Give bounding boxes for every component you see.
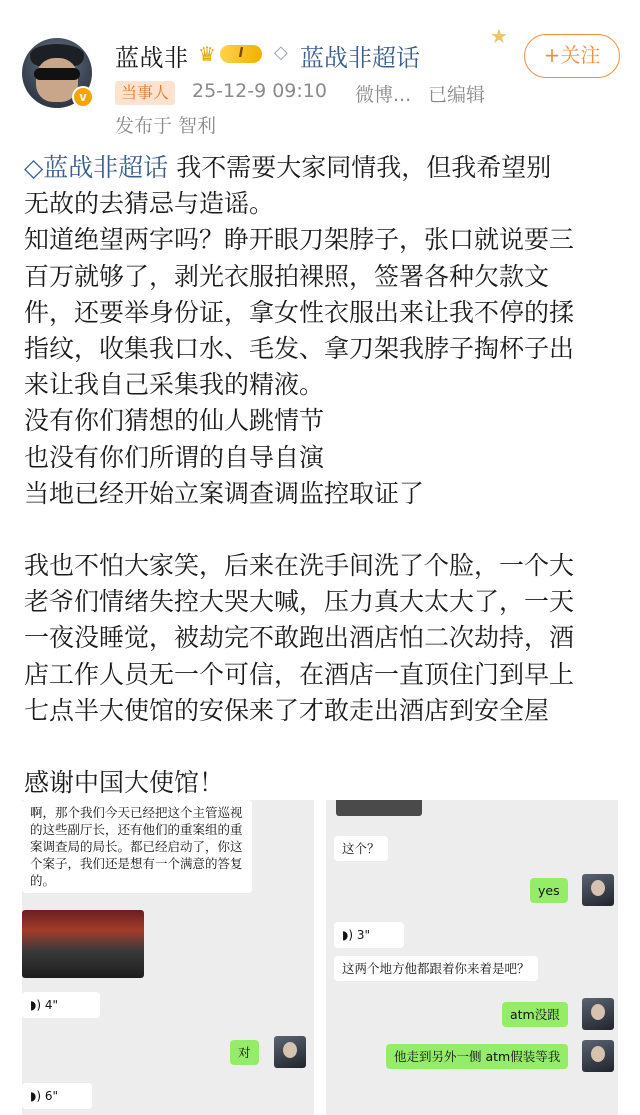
- voice-icon: ◗): [30, 1089, 42, 1103]
- chat-reply: 他走到另外一侧 atm假装等我: [386, 1044, 568, 1069]
- chat-message: 这个？: [334, 836, 388, 861]
- post-line: 件，还要举身份证，拿女性衣服出来让我不停的揉: [24, 297, 575, 327]
- chat-photo-image: [22, 910, 144, 978]
- voice-message: ◗) 6": [22, 1083, 92, 1109]
- chat-message: 这两个地方他都跟着你来着是吧？: [334, 956, 538, 981]
- chat-screenshot-right[interactable]: [326, 800, 618, 1115]
- post-line: 店工作人员无一个可信，在酒店一直顶住门到早上: [24, 659, 575, 689]
- post-line: 指纹，收集我口水、毛发、拿刀架我脖子掏杯子出: [24, 333, 575, 363]
- post-timestamp: 25-12-9 09:10: [192, 80, 327, 102]
- author-name[interactable]: 蓝战非: [115, 44, 189, 72]
- voice-message: ◗) 3": [334, 922, 404, 948]
- user-avatar: [274, 1036, 306, 1068]
- chat-reply: atm没跟: [502, 1002, 568, 1027]
- cropped-image-strip: [336, 800, 422, 816]
- crown-icon: ♛: [198, 42, 216, 66]
- post-header: [0, 0, 640, 145]
- post-line: 也没有你们所谓的自导自演: [24, 442, 325, 472]
- user-avatar: [582, 998, 614, 1030]
- voice-icon: ◗): [30, 998, 42, 1012]
- post-line: 感谢中国大使馆！: [24, 768, 225, 798]
- inline-topic-link[interactable]: ◇蓝战非超话: [24, 153, 169, 182]
- paragraph-gap: [24, 729, 624, 765]
- follow-button[interactable]: +关注: [524, 34, 620, 78]
- post-body: [24, 150, 624, 801]
- edited-label: 已编辑: [428, 84, 486, 106]
- chat-message: 啊，那个我们今天已经把这个主管巡视的这些副厅长，还有他们的重案组的重案调查局的局长。都已经启动了，你这个案子，我们还是想有一个满意的答复的。: [22, 800, 252, 893]
- post-line: 百万就够了，剥光衣服拍裸照，签署各种欠款文: [24, 261, 550, 291]
- post-line: 一夜没睡觉，被劫完不敢跑出酒店怕二次劫持，酒: [24, 623, 575, 653]
- level-pill: I: [220, 45, 262, 63]
- paragraph-gap: [24, 512, 624, 548]
- supertopic-diamond-icon: ◇: [274, 42, 288, 63]
- post-line: 我也不怕大家笑，后来在洗手间洗了个脸，一个大: [24, 551, 575, 581]
- image-divider: [314, 800, 326, 1115]
- post-line: 知道绝望两字吗？睁开眼刀架脖子，张口就说要三: [24, 225, 575, 255]
- post-location: 发布于 智利: [115, 115, 217, 137]
- post-source: 微博...: [355, 84, 412, 106]
- party-tag: 当事人: [115, 81, 175, 105]
- post-line: 无故的去猜忌与造谣。: [24, 189, 275, 219]
- chat-reply: yes: [530, 878, 568, 903]
- post-line: 没有你们猜想的仙人跳情节: [24, 406, 325, 436]
- voice-icon: ◗): [342, 928, 354, 942]
- chat-reply: 对: [230, 1040, 259, 1065]
- post-line: 来让我自己采集我的精液。: [24, 370, 325, 400]
- post-line: 七点半大使馆的安保来了才敢走出酒店到安全屋: [24, 695, 550, 725]
- supertopic-link[interactable]: 蓝战非超话: [300, 44, 420, 72]
- user-level-badge: [198, 42, 266, 66]
- post-line: 老爷们情绪失控大哭大喊，压力真大太大了，一天: [24, 587, 575, 617]
- verified-badge-icon: v: [72, 86, 94, 108]
- voice-message: ◗) 4": [22, 992, 100, 1018]
- post-line: ◇蓝战非超话 我不需要大家同情我，但我希望别: [24, 153, 552, 182]
- avatar-glasses: [34, 68, 80, 80]
- user-avatar: [582, 874, 614, 906]
- chat-screenshot-left[interactable]: [22, 800, 314, 1115]
- star-deco-icon: ★: [490, 24, 508, 48]
- post-line: 当地已经开始立案调查调监控取证了: [24, 478, 425, 508]
- user-avatar: [582, 1040, 614, 1072]
- attached-images: [22, 800, 618, 1115]
